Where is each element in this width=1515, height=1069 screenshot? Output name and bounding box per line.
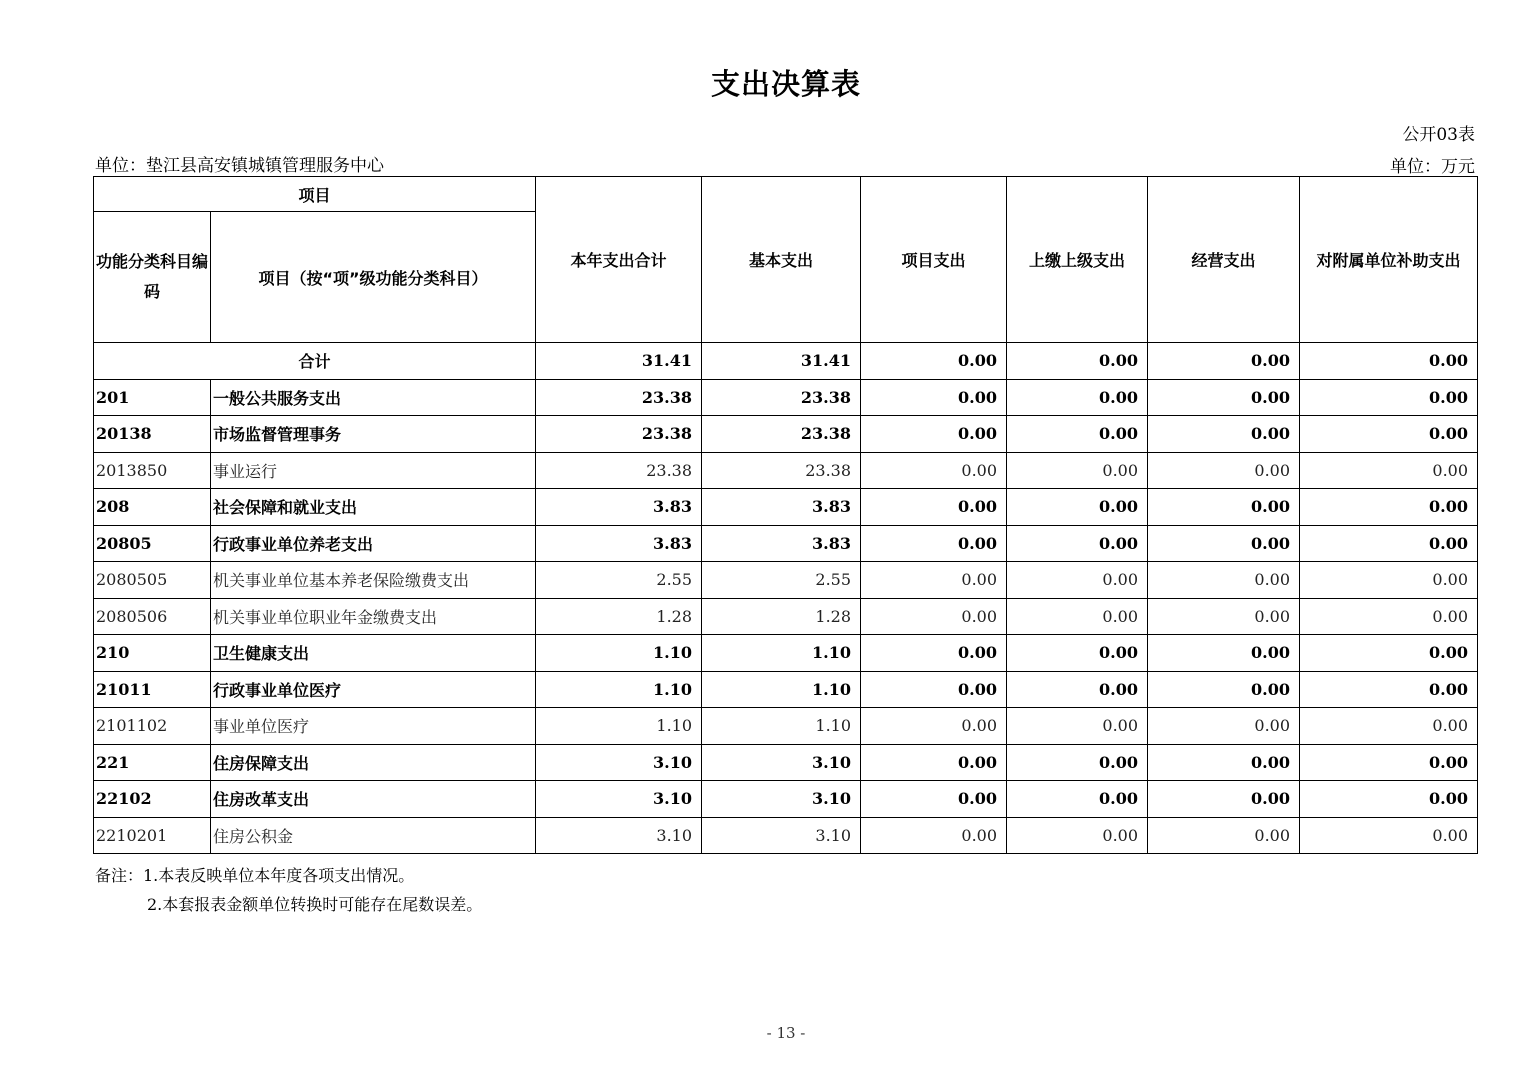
header-code: 功能分类科目编码 bbox=[94, 212, 211, 343]
row-name: 住房保障支出 bbox=[211, 744, 536, 781]
row-value: 0.00 bbox=[861, 744, 1007, 781]
row-value: 3.10 bbox=[536, 744, 702, 781]
currency-unit: 单位：万元 bbox=[1390, 157, 1475, 177]
row-name: 机关事业单位基本养老保险缴费支出 bbox=[211, 562, 536, 599]
row-code: 208 bbox=[94, 489, 211, 526]
row-value: 0.00 bbox=[1300, 744, 1478, 781]
row-value: 0.00 bbox=[861, 671, 1007, 708]
row-value: 3.83 bbox=[702, 489, 861, 526]
header-basic-expenditure: 基本支出 bbox=[702, 177, 861, 343]
row-value: 3.10 bbox=[702, 744, 861, 781]
row-value: 0.00 bbox=[1007, 781, 1148, 818]
row-name: 一般公共服务支出 bbox=[211, 379, 536, 416]
row-value: 0.00 bbox=[861, 598, 1007, 635]
row-code: 201 bbox=[94, 379, 211, 416]
table-row bbox=[94, 452, 1478, 489]
row-code: 20138 bbox=[94, 416, 211, 453]
row-value: 0.00 bbox=[861, 379, 1007, 416]
total-value: 0.00 bbox=[1007, 343, 1148, 380]
row-value: 3.83 bbox=[536, 489, 702, 526]
total-value: 0.00 bbox=[1148, 343, 1300, 380]
row-name: 事业单位医疗 bbox=[211, 708, 536, 745]
row-value: 0.00 bbox=[1148, 379, 1300, 416]
header-superior-remittance: 上缴上级支出 bbox=[1007, 177, 1148, 343]
row-value: 23.38 bbox=[536, 416, 702, 453]
row-code: 221 bbox=[94, 744, 211, 781]
total-value: 31.41 bbox=[536, 343, 702, 380]
table-row bbox=[94, 781, 1478, 818]
row-code: 2101102 bbox=[94, 708, 211, 745]
notes bbox=[95, 861, 482, 919]
table-row bbox=[94, 562, 1478, 599]
row-value: 3.10 bbox=[702, 781, 861, 818]
row-value: 0.00 bbox=[861, 817, 1007, 854]
row-value: 0.00 bbox=[861, 635, 1007, 672]
row-value: 3.83 bbox=[536, 525, 702, 562]
row-value: 1.10 bbox=[536, 635, 702, 672]
header-subsidy-affiliates: 对附属单位补助支出 bbox=[1300, 177, 1478, 343]
row-value: 0.00 bbox=[1007, 525, 1148, 562]
header-operating-expenditure: 经营支出 bbox=[1148, 177, 1300, 343]
table-row bbox=[94, 416, 1478, 453]
row-value: 3.10 bbox=[702, 817, 861, 854]
row-value: 0.00 bbox=[1148, 817, 1300, 854]
row-value: 1.28 bbox=[702, 598, 861, 635]
row-name: 行政事业单位医疗 bbox=[211, 671, 536, 708]
row-value: 0.00 bbox=[1148, 671, 1300, 708]
header-name: 项目（按“项”级功能分类科目） bbox=[211, 212, 536, 343]
row-value: 0.00 bbox=[1300, 708, 1478, 745]
total-value: 31.41 bbox=[702, 343, 861, 380]
row-code: 2080506 bbox=[94, 598, 211, 635]
table-row bbox=[94, 489, 1478, 526]
table-row bbox=[94, 817, 1478, 854]
table-row bbox=[94, 598, 1478, 635]
row-value: 0.00 bbox=[1300, 817, 1478, 854]
row-value: 0.00 bbox=[1007, 671, 1148, 708]
row-value: 0.00 bbox=[1300, 598, 1478, 635]
row-value: 0.00 bbox=[1148, 452, 1300, 489]
row-name: 卫生健康支出 bbox=[211, 635, 536, 672]
row-value: 0.00 bbox=[1300, 781, 1478, 818]
total-label: 合计 bbox=[94, 343, 536, 380]
table-row bbox=[94, 744, 1478, 781]
row-value: 0.00 bbox=[861, 708, 1007, 745]
note-1: 备注：1.本表反映单位本年度各项支出情况。 bbox=[95, 866, 415, 885]
form-number: 公开03表 bbox=[1402, 125, 1475, 145]
row-value: 0.00 bbox=[1300, 416, 1478, 453]
page-number: - 13 - bbox=[766, 1024, 806, 1042]
table-row bbox=[94, 379, 1478, 416]
row-value: 1.10 bbox=[536, 671, 702, 708]
row-name: 机关事业单位职业年金缴费支出 bbox=[211, 598, 536, 635]
reporting-unit: 单位：垫江县高安镇城镇管理服务中心 bbox=[95, 156, 384, 176]
row-name: 住房公积金 bbox=[211, 817, 536, 854]
row-value: 0.00 bbox=[1007, 379, 1148, 416]
row-value: 0.00 bbox=[1148, 635, 1300, 672]
row-value: 0.00 bbox=[861, 452, 1007, 489]
row-value: 0.00 bbox=[1300, 452, 1478, 489]
row-value: 0.00 bbox=[1007, 598, 1148, 635]
row-value: 3.10 bbox=[536, 817, 702, 854]
row-value: 0.00 bbox=[1300, 379, 1478, 416]
row-name: 行政事业单位养老支出 bbox=[211, 525, 536, 562]
row-value: 1.10 bbox=[702, 708, 861, 745]
note-2: 2.本套报表金额单位转换时可能存在尾数误差。 bbox=[147, 895, 483, 914]
row-value: 23.38 bbox=[702, 379, 861, 416]
row-value: 0.00 bbox=[1148, 708, 1300, 745]
row-value: 23.38 bbox=[536, 452, 702, 489]
row-value: 1.10 bbox=[702, 635, 861, 672]
row-value: 0.00 bbox=[1007, 744, 1148, 781]
row-value: 2.55 bbox=[702, 562, 861, 599]
row-name: 住房改革支出 bbox=[211, 781, 536, 818]
row-value: 0.00 bbox=[1300, 489, 1478, 526]
header-project: 项目 bbox=[94, 177, 536, 212]
row-value: 0.00 bbox=[1148, 525, 1300, 562]
row-name: 市场监督管理事务 bbox=[211, 416, 536, 453]
row-code: 2013850 bbox=[94, 452, 211, 489]
total-value: 0.00 bbox=[1300, 343, 1478, 380]
total-value: 0.00 bbox=[861, 343, 1007, 380]
header-total-expenditure: 本年支出合计 bbox=[536, 177, 702, 343]
row-value: 23.38 bbox=[702, 452, 861, 489]
row-name: 事业运行 bbox=[211, 452, 536, 489]
row-value: 0.00 bbox=[1148, 562, 1300, 599]
row-value: 0.00 bbox=[1007, 416, 1148, 453]
row-value: 3.10 bbox=[536, 781, 702, 818]
row-value: 1.28 bbox=[536, 598, 702, 635]
row-value: 0.00 bbox=[861, 525, 1007, 562]
row-code: 21011 bbox=[94, 671, 211, 708]
row-code: 22102 bbox=[94, 781, 211, 818]
page-title: 支出决算表 bbox=[710, 67, 861, 101]
row-value: 0.00 bbox=[1007, 635, 1148, 672]
row-value: 0.00 bbox=[1148, 744, 1300, 781]
row-value: 0.00 bbox=[1007, 708, 1148, 745]
row-value: 3.83 bbox=[702, 525, 861, 562]
row-code: 2080505 bbox=[94, 562, 211, 599]
row-name: 社会保障和就业支出 bbox=[211, 489, 536, 526]
row-value: 0.00 bbox=[861, 781, 1007, 818]
table-row bbox=[94, 708, 1478, 745]
row-value: 0.00 bbox=[1148, 416, 1300, 453]
row-value: 0.00 bbox=[1148, 489, 1300, 526]
row-value: 0.00 bbox=[861, 562, 1007, 599]
row-value: 0.00 bbox=[1148, 781, 1300, 818]
row-value: 0.00 bbox=[1148, 598, 1300, 635]
row-value: 0.00 bbox=[1007, 489, 1148, 526]
row-value: 0.00 bbox=[1300, 671, 1478, 708]
table-row bbox=[94, 635, 1478, 672]
row-value: 0.00 bbox=[1300, 562, 1478, 599]
row-value: 1.10 bbox=[536, 708, 702, 745]
row-value: 0.00 bbox=[1007, 562, 1148, 599]
row-value: 0.00 bbox=[1007, 452, 1148, 489]
row-value: 0.00 bbox=[1300, 525, 1478, 562]
total-row bbox=[94, 343, 1478, 380]
row-value: 1.10 bbox=[702, 671, 861, 708]
header-project-expenditure: 项目支出 bbox=[861, 177, 1007, 343]
row-value: 23.38 bbox=[536, 379, 702, 416]
table-row bbox=[94, 525, 1478, 562]
row-code: 2210201 bbox=[94, 817, 211, 854]
row-value: 2.55 bbox=[536, 562, 702, 599]
row-value: 23.38 bbox=[702, 416, 861, 453]
row-value: 0.00 bbox=[861, 489, 1007, 526]
row-value: 0.00 bbox=[1007, 817, 1148, 854]
expenditure-table bbox=[93, 176, 1478, 854]
row-value: 0.00 bbox=[861, 416, 1007, 453]
row-code: 210 bbox=[94, 635, 211, 672]
row-code: 20805 bbox=[94, 525, 211, 562]
table-row bbox=[94, 671, 1478, 708]
row-value: 0.00 bbox=[1300, 635, 1478, 672]
